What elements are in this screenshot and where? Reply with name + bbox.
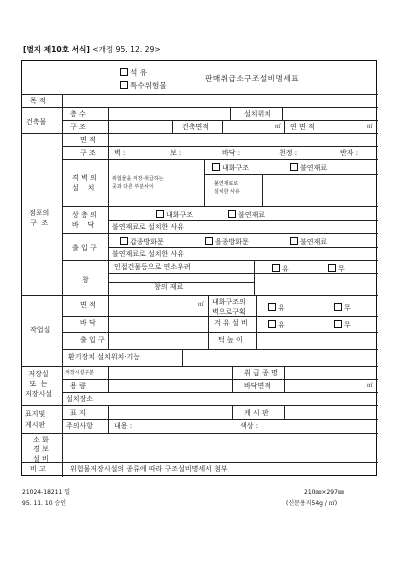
label-capacity: 용 량 [70,382,86,390]
label-ventilation: 환기장치 설치위치·기능 [68,353,141,361]
structure-form-table [21,60,377,476]
footer-code: 21024-18211 일 [22,489,71,496]
option-special[interactable]: 특수위험물 [120,81,167,90]
label-column: 보 : [170,149,182,157]
label-workroom: 작업실 [30,326,51,334]
label-purpose: 목 적 [30,97,46,105]
label-floor-area2: 바닥면적 [244,382,272,390]
window-material-label: 창의 재료 [154,283,184,291]
label-threshold: 턱 높 이 [218,336,243,344]
label-fireproof-wall: 내화구조의 벽으로구획 [212,298,246,317]
checkbox-icon[interactable] [120,237,128,245]
fire-spread-label: 인접건물등으로 연소우려 [114,263,191,271]
noncomb-reason3: 불연재료로 설치한 사유 [112,250,185,258]
form-revision: <개정 95. 12. 29> [92,45,161,54]
label-storage: 저장실 또 는 저장시설 [25,370,53,399]
opt-wall-yes[interactable]: 유 [268,303,285,312]
form-header [23,44,161,55]
remarks-text: 위험물저장시설의 종류에 따라 구조설비명세서 첨부 [70,465,228,473]
label-building: 건축물 [26,118,47,126]
label-floors: 층 수 [70,110,86,118]
partition-desc: 위험물을 저장·취급하는 곳과 다른 부분사이 [112,176,164,190]
unit-m2-total: ㎡ [367,124,373,130]
label-notice-content: 내용 : [114,422,133,430]
checkbox-icon[interactable] [205,237,213,245]
label-storage-type: 저장시설구분 [65,370,94,376]
label-install-location: 설치위치 [244,110,272,118]
opt-fireproof[interactable]: 내화구조 [212,163,249,172]
checkbox-icon[interactable] [156,210,164,218]
checkbox-icon[interactable] [290,237,298,245]
opt-type-a-door[interactable]: 갑종방화문 [120,237,164,246]
unit-m2-work: ㎡ [198,302,204,308]
label-entrance: 출 입 구 [72,244,97,252]
label-sign: 표지및 게시판 [25,410,46,429]
label-handling-type: 취 급 종 명 [244,369,278,377]
checkbox-icon[interactable] [328,264,336,272]
label-fire-alarm: 소 화 경 보 설 비 [33,436,49,463]
opt-fireproof2[interactable]: 내화구조 [156,210,193,219]
checkbox-icon[interactable] [268,320,276,328]
label-area2: 면 적 [80,301,96,309]
checkbox-icon[interactable] [290,163,298,171]
opt-sump-no[interactable]: 무 [334,320,351,329]
checkbox-icon[interactable] [334,320,342,328]
footer-approved: 95. 11. 10 승인 [22,500,67,507]
label-struct2: 구 조 [80,149,96,157]
label-entrance2: 출 입 구 [80,336,105,344]
label-notice-color: 색상 : [240,422,259,430]
label-window: 창 [82,276,89,284]
footer-size: 210㎜×297㎜ [304,489,344,496]
label-floor-top: 상 층 의 바 닥 [72,211,97,229]
label-area: 면 적 [80,136,96,144]
checkbox-icon[interactable] [212,163,220,171]
opt-type-b-door[interactable]: 을종방화문 [205,237,249,246]
label-structure: 구 조 [70,123,86,131]
noncomb-reason-label: 불연재료로 설치한 사유 [214,181,240,195]
label-sign-mark: 표 지 [70,409,86,417]
label-wall: 벽 : [114,149,126,157]
opt-wall-no[interactable]: 무 [334,303,351,312]
option-oil[interactable]: 석 유 [120,68,147,77]
label-ceiling: 천정 : [279,149,298,157]
label-install-place: 설치장소 [66,395,94,403]
label-floor2: 바 닥 [80,319,96,327]
opt-noncombustible2[interactable]: 불연재료 [228,210,265,219]
noncomb-reason2: 불연재료로 설치한 사유 [112,223,185,231]
label-notice: 주의사항 [66,422,94,430]
label-partition: 격 벽 의 설 치 [72,174,97,192]
opt-fire-spread-yes[interactable]: 유 [272,264,289,273]
opt-sump-yes[interactable]: 유 [268,320,285,329]
checkbox-icon[interactable] [268,303,276,311]
opt-fire-spread-no[interactable]: 무 [328,264,345,273]
checkbox-icon[interactable] [120,68,128,76]
checkbox-icon[interactable] [272,264,280,272]
unit-m2: ㎡ [275,124,281,130]
label-beam: 반자 : [340,149,359,157]
checkbox-icon[interactable] [228,210,236,218]
label-oil-sump: 겨 유 설 비 [214,319,248,327]
label-building-area: 건축면적 [182,123,210,131]
form-title: 판매취급소구조설비명세표 [205,74,300,83]
opt-noncombustible[interactable]: 불연재료 [290,163,327,172]
label-floor-area: 연 면 적 [290,123,315,131]
opt-noncombustible3[interactable]: 불연재료 [290,237,327,246]
label-shop-structure: 점포의 구 조 [29,209,50,227]
label-remarks: 비 고 [30,465,46,473]
checkbox-icon[interactable] [120,81,128,89]
label-board: 게 시 판 [244,409,269,417]
footer-paper: (신문용지54g / ㎡) [286,500,338,507]
unit-m2-storage: ㎡ [367,383,373,389]
label-floor: 바닥 : [222,149,241,157]
form-number: [별지 제10호 서식] [23,45,90,54]
checkbox-icon[interactable] [334,303,342,311]
